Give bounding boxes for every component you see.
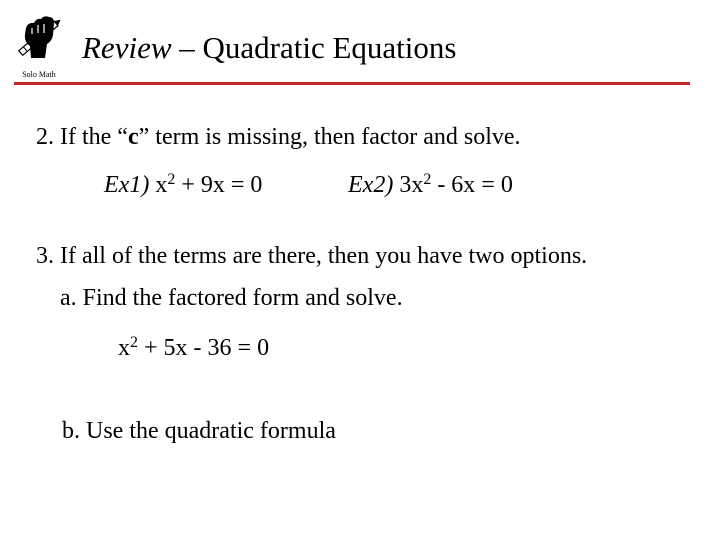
example-2-expr-a: 3x [393, 172, 424, 198]
example-2-exponent: 2 [423, 171, 432, 188]
example-1-label: Ex1) [104, 172, 150, 198]
example-1-expr-a: x [149, 172, 168, 198]
equation-a-expr-a: x [118, 335, 130, 361]
title-emphasis: Review [82, 30, 172, 65]
item-2-prefix: 2. If the “ [36, 124, 128, 150]
item-2-suffix: ” term is missing, then factor and solve. [138, 124, 521, 150]
equation-a-expr-b: + 5x - 36 = 0 [138, 335, 270, 361]
example-2-expr-b: - 6x = 0 [431, 172, 513, 198]
page-title [82, 30, 456, 66]
logo-caption: Solo Math [22, 70, 56, 79]
item-3: 3. If all of the terms are there, then you have two options. [36, 243, 588, 269]
raised-fist-icon [8, 8, 70, 70]
equation-a-exponent: 2 [130, 334, 138, 351]
equation-a [118, 335, 269, 362]
option-b: b. Use the quadratic formula [62, 418, 336, 444]
option-a: a. Find the factored form and solve. [60, 285, 403, 311]
example-1-exponent: 2 [167, 171, 176, 188]
item-2 [36, 124, 521, 151]
item-2-term: c [127, 124, 139, 150]
example-2-label: Ex2) [348, 172, 394, 198]
example-1 [104, 172, 262, 199]
example-2 [348, 172, 513, 199]
title-text: – Quadratic Equations [171, 30, 457, 65]
title-divider [14, 82, 690, 85]
example-1-expr-b: + 9x = 0 [175, 172, 263, 198]
solo-math-logo [8, 8, 70, 82]
